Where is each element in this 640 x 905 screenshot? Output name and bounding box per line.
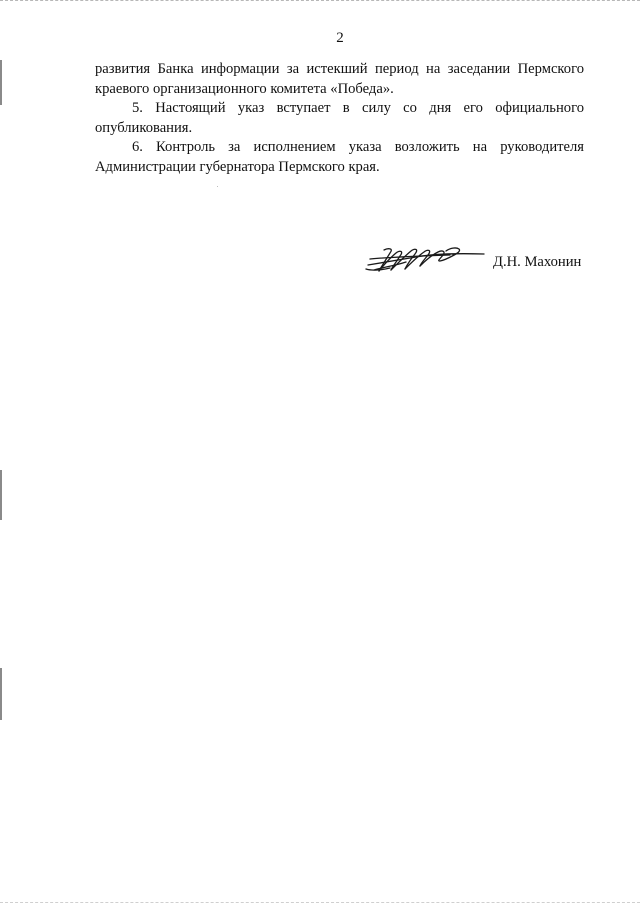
document-body	[95, 60, 584, 177]
scan-top-edge	[0, 0, 640, 4]
text-line: опубликования.	[95, 119, 193, 136]
scan-left-margin-mark	[0, 470, 2, 520]
paragraph-item-5	[95, 99, 584, 138]
signer-name: Д.Н. Махонин	[493, 254, 582, 270]
text-line: краевого организационного комитета «Победа».	[95, 80, 394, 97]
paragraph-continuation	[95, 60, 584, 99]
text-line: Администрации губернатора Пермского края.	[95, 158, 380, 175]
page-number: 2	[336, 30, 344, 46]
handwritten-signature	[360, 244, 485, 276]
text-line: 5. Настоящий указ вступает в силу со дня его официального	[132, 100, 584, 116]
scan-left-margin-mark	[0, 668, 2, 720]
text-line: 6. Контроль за исполнением указа возложить на руководителя	[132, 139, 584, 155]
scan-bottom-edge	[0, 900, 640, 903]
text-line: развития Банка информации за истекший период на заседании Пермского	[95, 61, 584, 77]
scan-speck	[217, 186, 218, 187]
paragraph-item-6	[95, 138, 584, 177]
scan-left-margin-mark	[0, 60, 2, 105]
